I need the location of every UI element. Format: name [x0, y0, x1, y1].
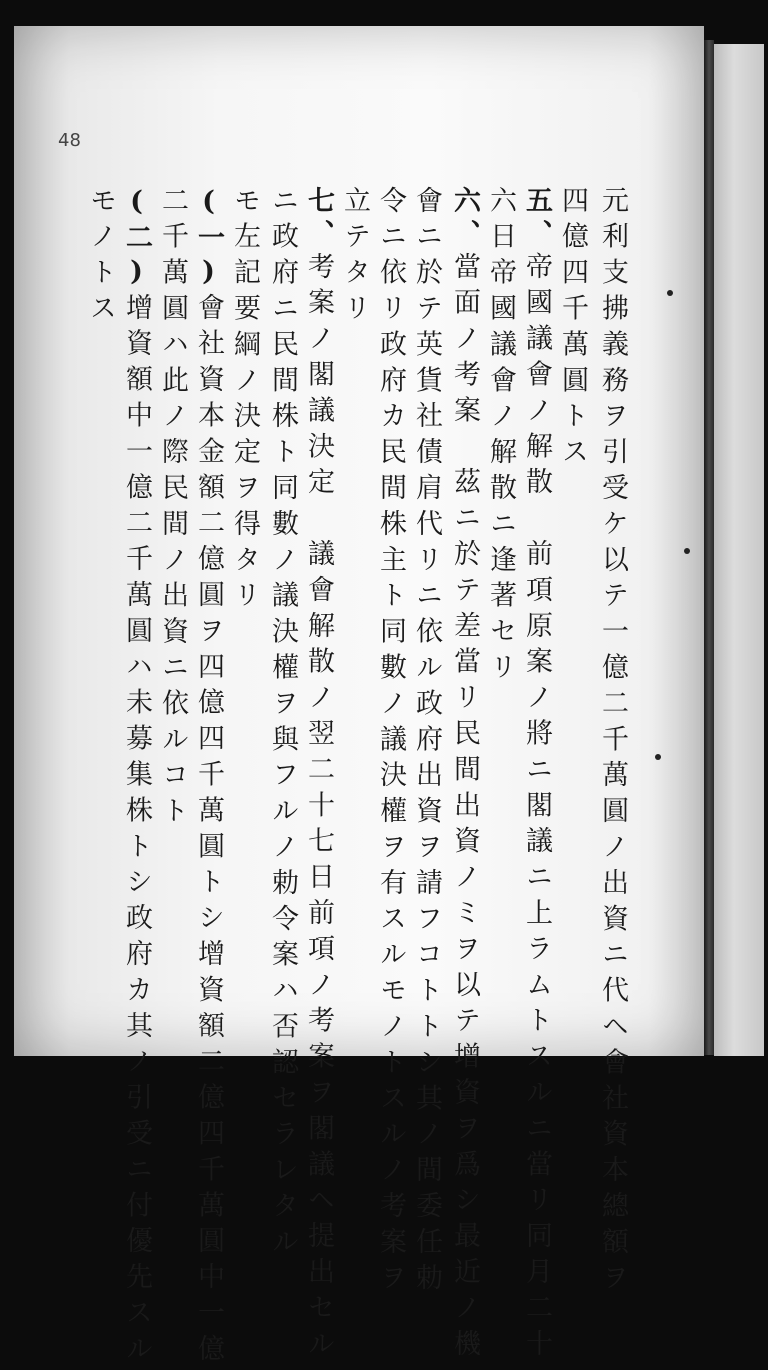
- text-column: 六日帝國議會ノ解散ニ逢著セリ: [485, 186, 516, 689]
- scan-speck: [667, 290, 673, 296]
- adjacent-page-edge: [714, 44, 764, 1056]
- scan-speck: [684, 548, 690, 554]
- text-column: 會ニ於テ英貨社債肩代リニ依ル政府出資ヲ請フコトトシ其ノ間委任勅: [411, 186, 442, 1299]
- text-column: 七、考案ノ閣議決定 議會解散ノ翌二十七日前項ノ考案ヲ閣議ヘ提出セル: [303, 186, 334, 1365]
- text-column: 元利支拂義務ヲ引受ケ以テ一億二千萬圓ノ出資ニ代ヘ會社資本總額ヲ: [597, 186, 628, 1299]
- text-column: 五、帝國議會ノ解散 前項原案ノ將ニ閣議ニ上ラムトスルニ當リ同月二十: [521, 186, 552, 1365]
- page-number: 48: [58, 130, 81, 151]
- text-column: モノトス: [85, 186, 116, 330]
- text-column: モ左記要綱ノ決定ヲ得タリ: [229, 186, 260, 617]
- text-column: 四億四千萬圓トス: [557, 186, 588, 474]
- text-column: 二千萬圓ハ此ノ際民間ノ出資ニ依ルコト: [157, 186, 188, 833]
- text-column: 六、當面ノ考案 茲ニ於テ差當リ民間出資ノミヲ以テ增資ヲ爲シ最近ノ機: [449, 186, 480, 1365]
- scan-speck: [655, 754, 661, 760]
- text-column: 立テタリ: [339, 186, 370, 330]
- text-column: (一)會社資本金額二億圓ヲ四億四千萬圓トシ增資額二億四千萬圓中一億: [193, 186, 224, 1370]
- text-column: ニ政府ニ民間株ト同數ノ議決權ヲ與フルノ勅令案ハ否認セラレタル: [267, 186, 298, 1263]
- text-column: 令ニ依リ政府カ民間株主ト同數ノ議決權ヲ有スルモノトスルノ考案ヲ: [375, 186, 406, 1299]
- book-gutter: [704, 40, 714, 1055]
- text-column: (二)增資額中一億二千萬圓ハ未募集株トシ政府カ其ノ引受ニ付優先スル: [121, 186, 152, 1370]
